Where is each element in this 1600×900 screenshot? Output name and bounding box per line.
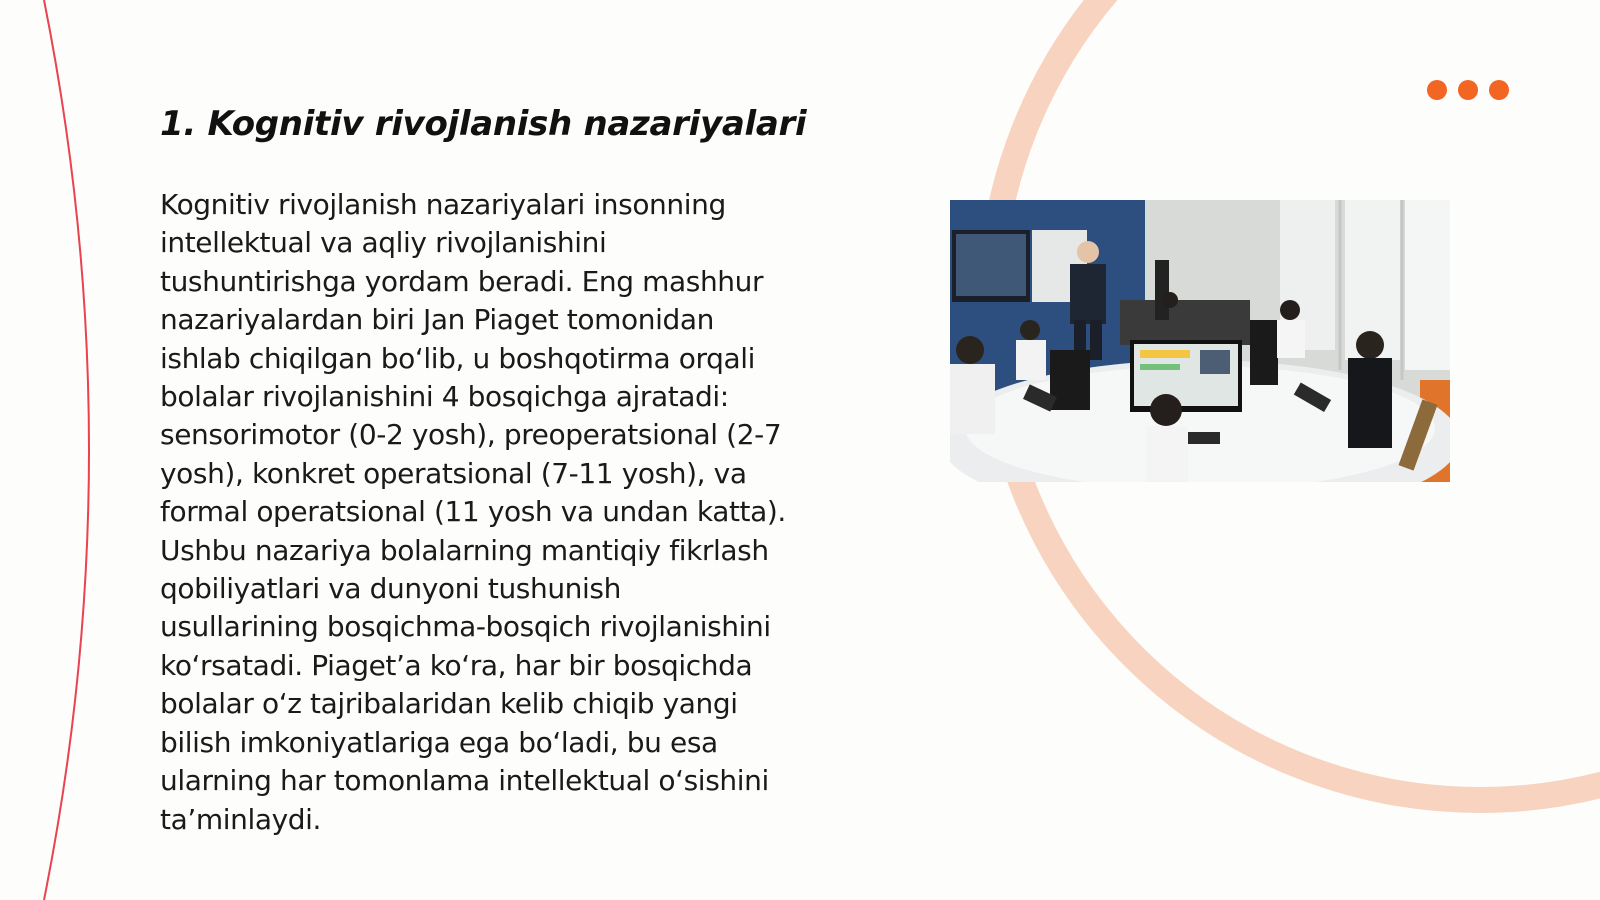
left-curve-line xyxy=(44,0,89,900)
paragraph-line: usullarining bosqichma-bosqich rivojlanishini xyxy=(160,610,771,644)
paragraph-line: bolalar o‘z tajribalaridan kelib chiqib yangi xyxy=(160,687,738,721)
paragraph-line: bilish imkoniyatlariga ega bo‘ladi, bu esa xyxy=(160,725,718,759)
paragraph-line: sensorimotor (0-2 yosh), preoperatsional (2-7 xyxy=(160,418,782,452)
dot-icon xyxy=(1489,80,1509,100)
body-paragraph xyxy=(160,186,850,839)
decorative-dots xyxy=(1427,80,1509,100)
paragraph-line: formal operatsional (11 yosh va undan katta). xyxy=(160,495,786,529)
paragraph-line: ularning har tomonlama intellektual o‘sishini xyxy=(160,764,769,798)
paragraph-line: bolalar rivojlanishini 4 bosqichga ajratadi: xyxy=(160,380,729,414)
classroom-photo xyxy=(950,200,1450,482)
paragraph-line: qobiliyatlari va dunyoni tushunish xyxy=(160,572,621,606)
paragraph-line: intellektual va aqliy rivojlanishini xyxy=(160,226,607,260)
paragraph-line: Kognitiv rivojlanish nazariyalari insonning xyxy=(160,188,726,221)
paragraph-line: yosh), konkret operatsional (7-11 yosh), va xyxy=(160,456,747,490)
dot-icon xyxy=(1458,80,1478,100)
paragraph-line: ishlab chiqilgan bo‘lib, u boshqotirma orqali xyxy=(160,341,756,375)
paragraph-line: ta’minlaydi. xyxy=(160,802,321,836)
paragraph-line: nazariyalardan biri Jan Piaget tomonidan xyxy=(160,303,714,337)
slide-title: 1. Kognitiv rivojlanish nazariyalari xyxy=(160,104,807,144)
paragraph-line: Ushbu nazariya bolalarning mantiqiy fikrlash xyxy=(160,533,769,567)
dot-icon xyxy=(1427,80,1447,100)
paragraph-line: ko‘rsatadi. Piaget’a ko‘ra, har bir bosqichda xyxy=(160,648,753,682)
paragraph-line: tushuntirishga yordam beradi. Eng mashhur xyxy=(160,264,764,298)
